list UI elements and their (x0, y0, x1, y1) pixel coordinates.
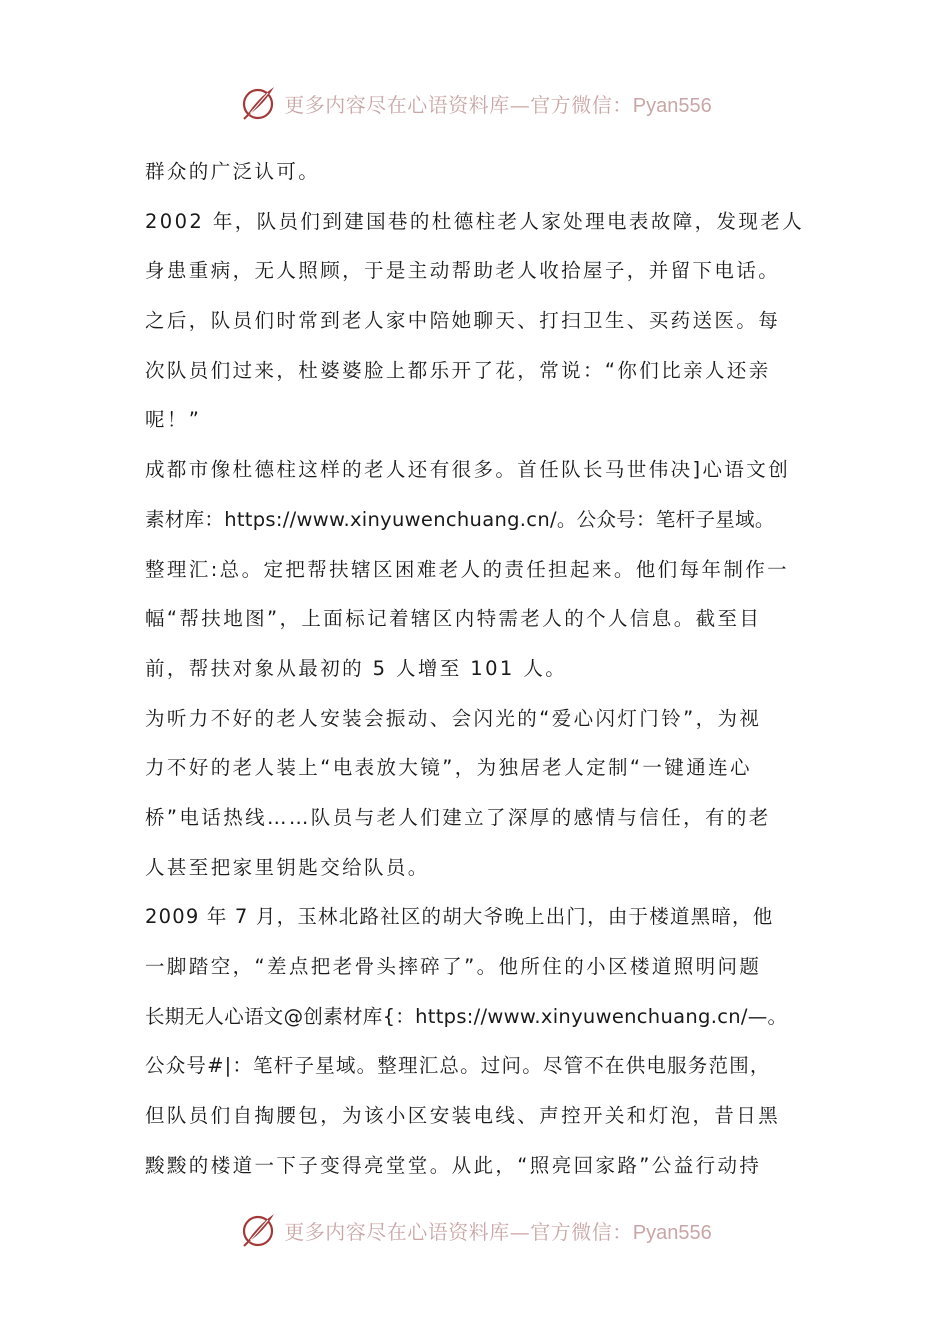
footer-banner-text: 更多内容尽在心语资料库—官方微信： (284, 1219, 633, 1244)
text-line: 呢！” (145, 408, 202, 432)
header-banner (0, 81, 950, 125)
feather-pen-logo-icon (238, 83, 278, 123)
text-line: 整理汇:总。定把帮扶辖区困难老人的责任担起来。他们每年制作一 (145, 557, 790, 581)
text-line: 公众号#|：笔杆子星域。整理汇总。过问。尽管不在供电服务范围， (145, 1054, 771, 1078)
text-line: 成都市像杜德柱这样的老人还有很多。首任队长马世伟决]心语文创 (145, 458, 791, 482)
text-line: 2002 年，队员们到建国巷的杜德柱老人家处理电表故障，发现老人 (145, 209, 805, 233)
text-line: 长期无人心语文@创素材库{：https://www.xinyuwenchuang.cn/—。 (145, 1004, 788, 1028)
text-line: 人甚至把家里钥匙交给队员。 (145, 855, 430, 879)
text-line: 一脚踏空，“差点把老骨头摔碎了”。他所住的小区楼道照明问题 (145, 955, 762, 978)
text-line: 为听力不好的老人安装会振动、会闪光的“爱心闪灯门铃”，为视 (145, 706, 762, 730)
header-banner-text: 更多内容尽在心语资料库—官方微信： (284, 92, 633, 117)
feather-pen-logo-icon (238, 1210, 278, 1250)
text-line: 前，帮扶对象从最初的 5 人增至 101 人。 (145, 656, 568, 680)
text-line: 群众的广泛认可。 (145, 160, 321, 183)
text-line: 幅“帮扶地图”，上面标记着辖区内特需老人的个人信息。截至目 (145, 607, 762, 631)
text-line: 黢黢的楼道一下子变得亮堂堂。从此，“照亮回家路”公益行动持 (145, 1153, 762, 1177)
text-line: 桥”电话热线……队员与老人们建立了深厚的感情与信任，有的老 (145, 805, 771, 829)
footer-banner (0, 1208, 950, 1252)
text-line: 身患重病，无人照顾，于是主动帮助老人收拾屋子，并留下电话。 (145, 259, 781, 283)
text-line: 但队员们自掏腰包，为该小区安装电线、声控开关和灯泡，昔日黑 (145, 1104, 781, 1128)
text-line: 力不好的老人装上“电表放大镜”，为独居老人定制“一键通连心 (145, 756, 752, 780)
text-line: 素材库：https://www.xinyuwenchuang.cn/。公众号：笔杆子星域。 (145, 507, 775, 531)
document-body (145, 147, 810, 1190)
text-line: 次队员们过来，杜婆婆脸上都乐开了花，常说：“你们比亲人还亲 (145, 358, 771, 382)
header-banner-handle: Pyan556 (632, 94, 712, 117)
text-line: 2009 年 7 月，玉林北路社区的胡大爷晚上出门，由于楼道黑暗，他 (145, 905, 774, 929)
text-line: 之后，队员们时常到老人家中陪她聊天、打扫卫生、买药送医。每 (145, 309, 781, 333)
footer-banner-handle: Pyan556 (632, 1221, 712, 1244)
